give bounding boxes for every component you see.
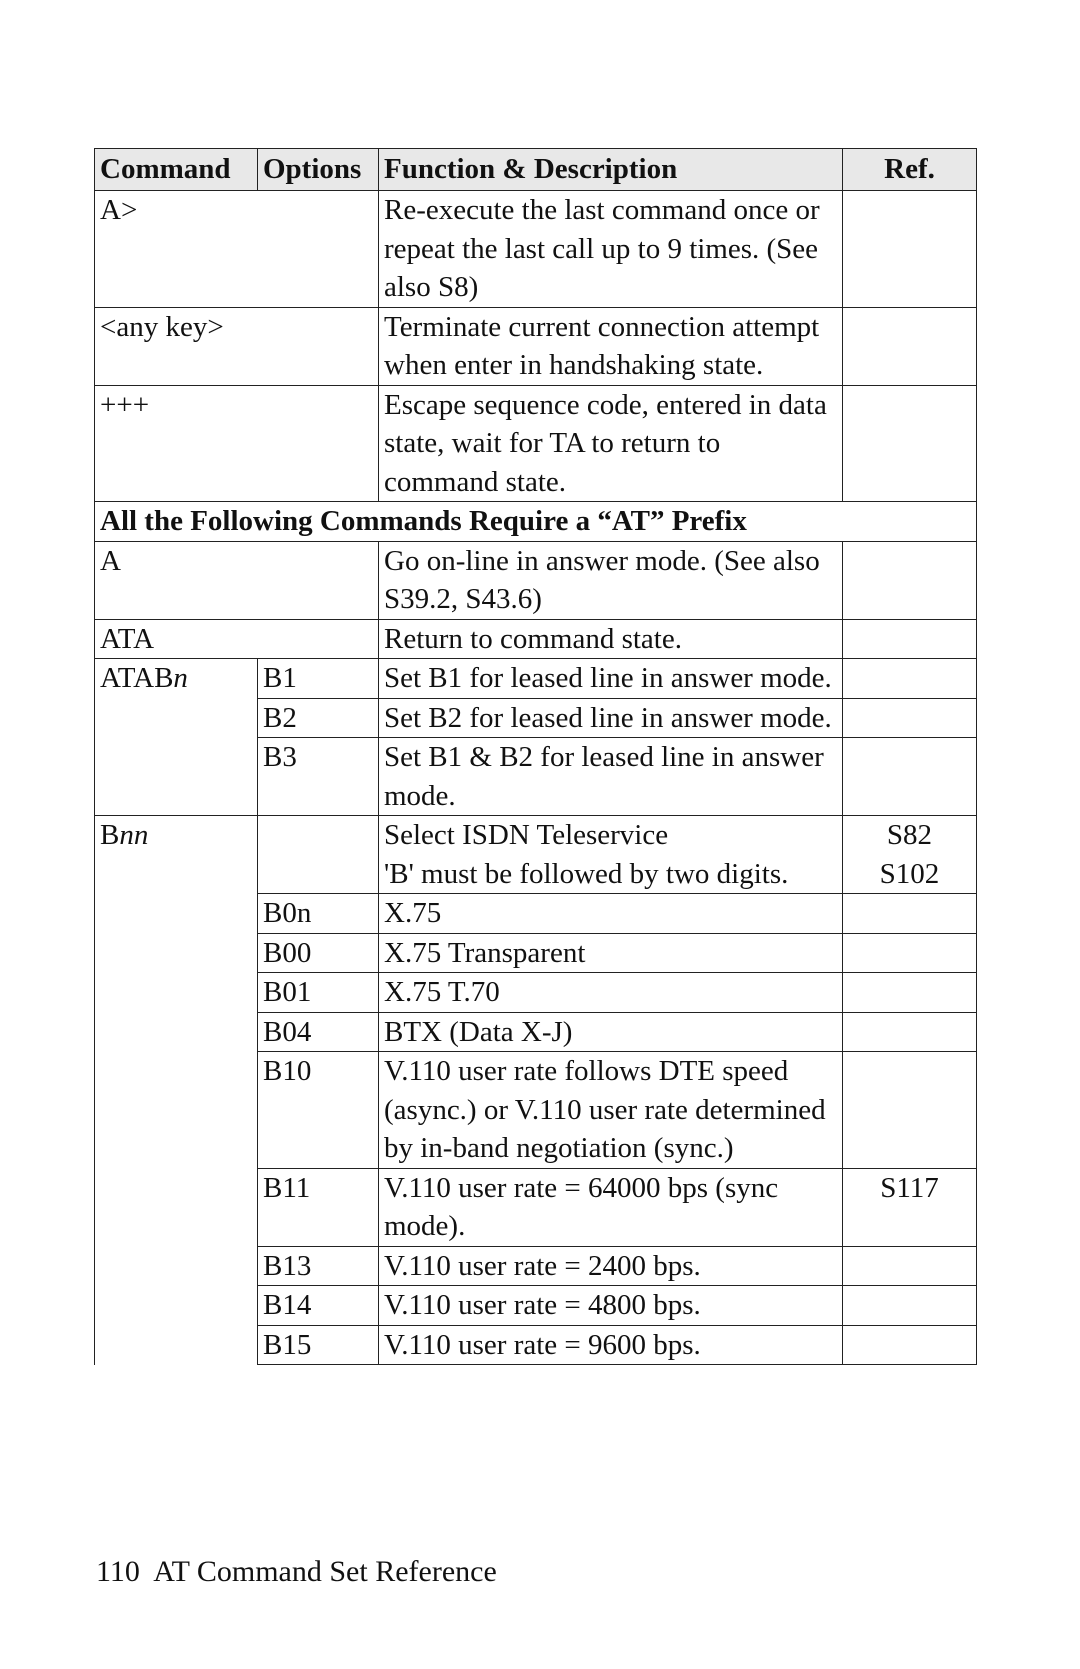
ref-cell [843,816,977,894]
description-cell: Return to command state. [379,619,843,659]
ref-cell [843,659,977,699]
ref-cell [843,894,977,934]
table-row [95,816,977,894]
section-heading-row [95,502,977,542]
description-line: 'B' must be followed by two digits. [384,857,789,890]
command-cell [95,816,258,1365]
ref-cell [843,973,977,1013]
table-row [95,307,977,385]
footer-title: AT Command Set Reference [153,1555,497,1588]
ref-cell [843,1325,977,1365]
table-header-row [95,149,977,191]
option-cell: B0n [258,894,379,934]
ref-value: S102 [879,857,940,890]
command-cell: A> [95,191,379,308]
command-cell: A [95,541,379,619]
description-cell: Escape sequence code, entered in data state, wait for TA to return to command state. [379,385,843,502]
header-description: Function & Description [379,149,843,191]
ref-cell [843,698,977,738]
ref-cell [843,191,977,308]
command-cell: ATA [95,619,379,659]
description-cell: Go on-line in answer mode. (See also S39.2, S43.6) [379,541,843,619]
description-cell: V.110 user rate = 64000 bps (sync mode). [379,1168,843,1246]
option-cell [258,816,379,894]
description-line: Select ISDN Teleservice [384,819,669,851]
description-cell: X.75 [379,894,843,934]
at-command-table [94,148,977,1365]
ref-value: S82 [886,819,933,851]
description-cell: Set B1 & B2 for leased line in answer mode. [379,738,843,816]
ref-cell: S117 [843,1168,977,1246]
ref-cell [843,933,977,973]
option-cell: B3 [258,738,379,816]
description-cell: X.75 T.70 [379,973,843,1013]
command-prefix: B [100,819,120,851]
table-row [95,541,977,619]
description-cell: Terminate current connection attempt when enter in handshaking state. [379,307,843,385]
option-cell: B00 [258,933,379,973]
page-footer [96,1555,497,1589]
option-cell: B14 [258,1286,379,1326]
option-cell: B01 [258,973,379,1013]
option-cell: B11 [258,1168,379,1246]
option-cell: B10 [258,1052,379,1169]
command-variable: n [173,662,188,694]
ref-cell [843,1286,977,1326]
description-cell: Set B2 for leased line in answer mode. [379,698,843,738]
option-cell: B1 [258,659,379,699]
ref-cell [843,307,977,385]
table-row [95,191,977,308]
command-variable: nn [119,819,149,851]
option-cell: B04 [258,1012,379,1052]
command-cell [95,659,258,816]
table-row [95,385,977,502]
description-cell: Set B1 for leased line in answer mode. [379,659,843,699]
description-cell [379,816,843,894]
description-cell: V.110 user rate = 9600 bps. [379,1325,843,1365]
option-cell: B15 [258,1325,379,1365]
ref-cell [843,738,977,816]
command-prefix: ATAB [100,662,174,694]
command-cell: +++ [95,385,379,502]
header-command: Command [95,149,258,191]
description-cell: X.75 Transparent [379,933,843,973]
section-heading: All the Following Commands Require a “AT” Prefix [95,502,977,542]
description-cell: V.110 user rate = 2400 bps. [379,1246,843,1286]
ref-cell [843,619,977,659]
description-cell: V.110 user rate follows DTE speed (async.) or V.110 user rate determined by in-band negotiation (sync.) [379,1052,843,1169]
option-cell: B2 [258,698,379,738]
ref-cell [843,385,977,502]
ref-cell [843,1052,977,1169]
description-cell: V.110 user rate = 4800 bps. [379,1286,843,1326]
page-number: 110 [96,1555,140,1588]
description-cell: Re-execute the last command once or repeat the last call up to 9 times. (See also S8) [379,191,843,308]
ref-cell [843,1246,977,1286]
ref-cell [843,1012,977,1052]
ref-cell [843,541,977,619]
description-cell: BTX (Data X-J) [379,1012,843,1052]
table-row [95,619,977,659]
header-options: Options [258,149,379,191]
table-row [95,659,977,699]
header-ref: Ref. [843,149,977,191]
command-cell: <any key> [95,307,379,385]
option-cell: B13 [258,1246,379,1286]
